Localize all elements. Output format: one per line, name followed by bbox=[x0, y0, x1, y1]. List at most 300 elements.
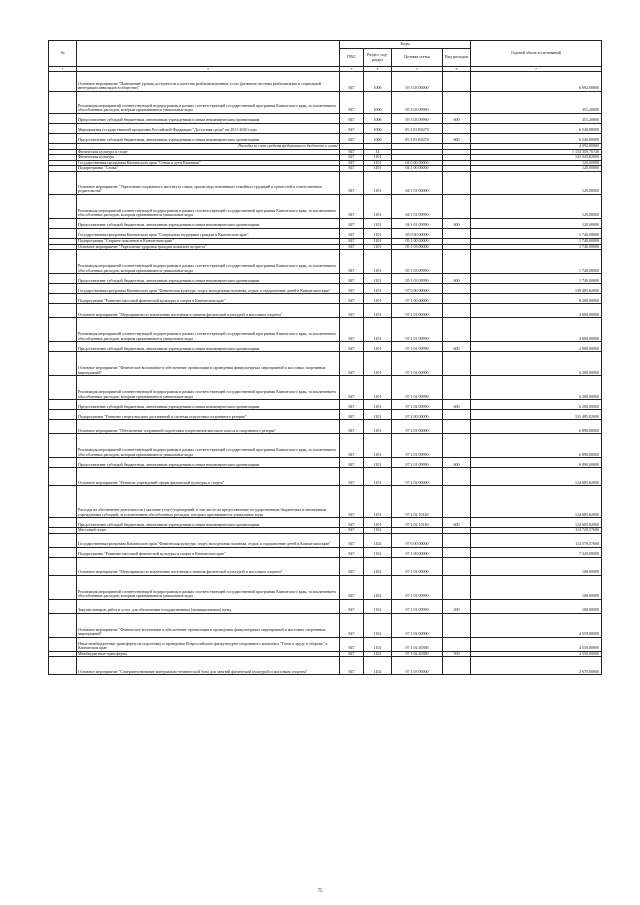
row-expense-type-cell bbox=[443, 124, 471, 134]
row-target-cell: 07 2 02 00000 bbox=[392, 468, 443, 486]
row-razdel-cell: 1101 bbox=[364, 218, 392, 228]
row-razdel-cell: 1101 bbox=[364, 284, 392, 294]
row-expense-type-cell: 200 bbox=[443, 599, 471, 613]
row-amount-cell: 4 550,00000 bbox=[471, 637, 602, 651]
row-razdel-cell: 1006 bbox=[364, 124, 392, 134]
table-row bbox=[49, 250, 602, 274]
row-name-cell: Основное мероприятие "Мероприятия по вовлечению населения в занятия физической культурой и массовым спортом" bbox=[77, 304, 340, 318]
row-name-cell: Мероприятия государственной программы Российской Федерации "Доступная среда" на 2011-2020 годы bbox=[77, 124, 340, 134]
row-amount-cell: 6 200,00000 bbox=[471, 400, 602, 410]
table-row bbox=[49, 547, 602, 557]
row-grbs-cell: 847 bbox=[340, 124, 364, 134]
row-number-cell bbox=[49, 124, 77, 134]
row-grbs-cell: 847 bbox=[340, 434, 364, 458]
table-row bbox=[49, 613, 602, 637]
row-number-cell bbox=[49, 468, 77, 486]
row-target-cell: 05 3 03 00000 bbox=[392, 72, 443, 92]
row-amount-cell: 7 320,00000 bbox=[471, 547, 602, 557]
row-number-cell bbox=[49, 294, 77, 304]
row-amount-cell: 100,00000 bbox=[471, 599, 602, 613]
row-expense-type-cell bbox=[443, 228, 471, 238]
row-grbs-cell: 847 bbox=[340, 342, 364, 352]
row-grbs-cell: 847 bbox=[340, 599, 364, 613]
row-amount-cell: 4 550,00000 bbox=[471, 613, 602, 637]
table-row bbox=[49, 420, 602, 434]
row-number-cell bbox=[49, 613, 77, 637]
row-expense-type-cell bbox=[443, 533, 471, 547]
row-expense-type-cell bbox=[443, 284, 471, 294]
row-expense-type-cell bbox=[443, 434, 471, 458]
row-target-cell: 04 1 01 09990 bbox=[392, 218, 443, 228]
row-name-cell: Закупка товаров, работ и услуг для обеспечения государственных (муниципальных) нужд bbox=[77, 599, 340, 613]
index-cell: 5 bbox=[392, 67, 443, 72]
row-expense-type-cell bbox=[443, 352, 471, 376]
row-razdel-cell: 1101 bbox=[364, 486, 392, 518]
page-number: 75 bbox=[317, 889, 323, 894]
row-amount-cell: 1 154 359,76746 bbox=[471, 149, 602, 155]
table-row bbox=[49, 533, 602, 547]
row-razdel-cell: 1102 bbox=[364, 657, 392, 675]
row-target-cell: 07 1 02 00000 bbox=[392, 613, 443, 637]
row-target-cell: 07 2 02 10140 bbox=[392, 518, 443, 528]
row-target-cell: 07 1 00 00000 bbox=[392, 294, 443, 304]
row-name-cell: Предоставление субсидий бюджетным, автономным учреждениям и иным некоммерческим организациям bbox=[77, 518, 340, 528]
row-target-cell: 07 2 02 10140 bbox=[392, 486, 443, 518]
row-name-cell: Предоставление субсидий бюджетным, автономным учреждениям и иным некоммерческим организациям bbox=[77, 218, 340, 228]
row-target-cell: 07 2 01 09990 bbox=[392, 458, 443, 468]
row-amount-cell: 139 485,82000 bbox=[471, 284, 602, 294]
row-amount-cell: 351,20000 bbox=[471, 114, 602, 124]
row-name-cell: Основное мероприятие "Мероприятия по вовлечению населения в занятия физической культурой и массовым спортом" bbox=[77, 557, 340, 575]
row-amount-cell: 8 200,00000 bbox=[471, 294, 602, 304]
row-grbs-cell: 847 bbox=[340, 250, 364, 274]
row-target-cell: 07 1 01 09990 bbox=[392, 575, 443, 599]
row-target-cell: 07 2 00 00000 bbox=[392, 410, 443, 420]
row-amount-cell: 1 740,00000 bbox=[471, 250, 602, 274]
row-name-cell: Основное мероприятие "Физическое воспитание и обеспечение организации и проведения физкультурных мероприятий и массовых спортивных мероприятий" bbox=[77, 352, 340, 376]
row-name-cell: Подпрограмма "Развитие массовой физической культуры и спорта в Камчатском крае" bbox=[77, 547, 340, 557]
header-name bbox=[77, 41, 340, 67]
row-grbs-cell: 847 bbox=[340, 547, 364, 557]
row-number-cell bbox=[49, 194, 77, 218]
row-grbs-cell: 847 bbox=[340, 486, 364, 518]
row-amount-cell: 6 890,00000 bbox=[471, 420, 602, 434]
table-row bbox=[49, 304, 602, 318]
row-name-cell: Государственная программа Камчатского края "Семья и дети Камчатки" bbox=[77, 160, 340, 166]
header-codes: Коды bbox=[340, 41, 471, 49]
row-expense-type-cell: 600 bbox=[443, 518, 471, 528]
row-amount-cell: 100,00000 bbox=[471, 575, 602, 599]
row-razdel-cell: 1101 bbox=[364, 274, 392, 284]
table-row bbox=[49, 352, 602, 376]
table-row bbox=[49, 92, 602, 114]
row-grbs-cell: 847 bbox=[340, 575, 364, 599]
row-number-cell bbox=[49, 228, 77, 238]
table-row bbox=[49, 518, 602, 528]
row-amount-cell: 120,00000 bbox=[471, 171, 602, 194]
row-name-cell: Предоставление субсидий бюджетным, автономным учреждениям и иным некоммерческим организациям bbox=[77, 342, 340, 352]
row-grbs-cell: 847 bbox=[340, 533, 364, 547]
row-amount-cell: 1 740,00000 bbox=[471, 244, 602, 250]
row-amount-cell: 1 740,00000 bbox=[471, 274, 602, 284]
row-name-cell: Подпрограмма "Старшее поколение в Камчатском крае" bbox=[77, 238, 340, 244]
row-number-cell bbox=[49, 72, 77, 92]
row-razdel-cell: 1101 bbox=[364, 518, 392, 528]
row-expense-type-cell bbox=[443, 294, 471, 304]
row-name-cell: Основное мероприятие "Развитие учреждений сферы физической культуры и спорта" bbox=[77, 468, 340, 486]
row-amount-cell: 6 200,00000 bbox=[471, 352, 602, 376]
row-amount-cell: 6 540,80000 bbox=[471, 134, 602, 144]
row-number-cell bbox=[49, 304, 77, 318]
row-target-cell: 05 1 03 09990 bbox=[392, 250, 443, 274]
row-amount-cell: 1 740,00000 bbox=[471, 228, 602, 238]
row-name-cell: Основное мероприятие "Обеспечение спортивной подготовки спортсменов высокого класса и спортивного резерва" bbox=[77, 420, 340, 434]
table-row bbox=[49, 486, 602, 518]
row-razdel-cell: 1102 bbox=[364, 557, 392, 575]
row-grbs-cell: 847 bbox=[340, 410, 364, 420]
row-amount-cell: 124 685,82000 bbox=[471, 486, 602, 518]
row-grbs-cell: 847 bbox=[340, 155, 364, 161]
row-number-cell bbox=[49, 400, 77, 410]
row-target-cell: 04 1 00 00000 bbox=[392, 166, 443, 172]
row-target-cell: 07 1 02 40380 bbox=[392, 651, 443, 657]
row-expense-type-cell: 600 bbox=[443, 218, 471, 228]
index-cell: 4 bbox=[364, 67, 392, 72]
row-target-cell: 07 1 00 00000 bbox=[392, 547, 443, 557]
row-amount-cell: 120,00000 bbox=[471, 194, 602, 218]
row-target-cell: 05 3 03 09990 bbox=[392, 92, 443, 114]
row-razdel-cell: 1101 bbox=[364, 160, 392, 166]
table-row bbox=[49, 400, 602, 410]
row-number-cell bbox=[49, 171, 77, 194]
row-target-cell: 07 1 01 09990 bbox=[392, 599, 443, 613]
row-target-cell: 04 1 01 00000 bbox=[392, 171, 443, 194]
row-name-cell: Иные межбюджетные трансферты на подготовку и проведение Всероссийского физкультурно-спортивного комплекса "Готов к труду и обороне" в Камчатском крае bbox=[77, 637, 340, 651]
row-target-cell: 07 1 01 09990 bbox=[392, 318, 443, 342]
row-amount-cell: 120,00000 bbox=[471, 218, 602, 228]
row-expense-type-cell bbox=[443, 486, 471, 518]
table-body bbox=[49, 72, 602, 675]
row-expense-type-cell: 500 bbox=[443, 651, 471, 657]
row-grbs-cell: 847 bbox=[340, 92, 364, 114]
row-razdel-cell: 1102 bbox=[364, 547, 392, 557]
row-target-cell: 07 0 00 00000 bbox=[392, 284, 443, 294]
table-row bbox=[49, 284, 602, 294]
row-number-cell bbox=[49, 575, 77, 599]
row-name-cell: Основное мероприятие "Укрепление здоровья граждан пожилого возраста" bbox=[77, 244, 340, 250]
row-name-cell: Расходы на обеспечение деятельности (оказание услуг) учреждений, в том числе на предоставление государственным бюджетным и автономным учреждениям субсидий, за исключением обособленных расходов, которым присваиваются уникальные коды bbox=[77, 486, 340, 518]
row-razdel-cell: 1101 bbox=[364, 376, 392, 400]
row-target-cell: 04 0 00 00000 bbox=[392, 160, 443, 166]
row-razdel-cell: 1006 bbox=[364, 92, 392, 114]
budget-table bbox=[48, 40, 602, 675]
row-amount-cell: 1 740,00000 bbox=[471, 238, 602, 244]
row-expense-type-cell bbox=[443, 304, 471, 318]
table-row bbox=[49, 575, 602, 599]
row-grbs-cell: 847 bbox=[340, 528, 364, 534]
row-razdel-cell: 1101 bbox=[364, 434, 392, 458]
row-target-cell: 07 2 01 09990 bbox=[392, 434, 443, 458]
row-expense-type-cell: 600 bbox=[443, 274, 471, 284]
row-number-cell bbox=[49, 420, 77, 434]
header-number: № bbox=[49, 41, 77, 67]
row-grbs-cell: 847 bbox=[340, 458, 364, 468]
row-razdel-cell: 1101 bbox=[364, 352, 392, 376]
row-target-cell: 07 1 01 00000 bbox=[392, 304, 443, 318]
table-row bbox=[49, 599, 602, 613]
row-amount-cell: 114 570,57600 bbox=[471, 533, 602, 547]
row-expense-type-cell bbox=[443, 657, 471, 675]
row-number-cell bbox=[49, 274, 77, 284]
row-amount-cell: 6 092,00000 bbox=[471, 72, 602, 92]
index-cell: 1 bbox=[49, 67, 77, 72]
row-razdel-cell: 1102 bbox=[364, 575, 392, 599]
row-razdel-cell: 1101 bbox=[364, 171, 392, 194]
row-name-cell: Реализация мероприятий соответствующей подпрограммы в рамках соответствующей государственной программы Камчатского края, за исключением обособленных расходов, которым присваиваются уникальные коды bbox=[77, 575, 340, 599]
row-grbs-cell: 847 bbox=[340, 637, 364, 651]
table-row bbox=[49, 218, 602, 228]
row-target-cell: 05 3 03 09990 bbox=[392, 114, 443, 124]
row-name-cell: Государственная программа Камчатского края "Социальная поддержка граждан в Камчатском крае" bbox=[77, 228, 340, 238]
row-grbs-cell: 847 bbox=[340, 194, 364, 218]
table-row bbox=[49, 318, 602, 342]
row-grbs-cell: 847 bbox=[340, 318, 364, 342]
row-target-cell: 07 1 01 00000 bbox=[392, 557, 443, 575]
row-razdel-cell: 1102 bbox=[364, 651, 392, 657]
row-amount-cell: 4 550,00000 bbox=[471, 651, 602, 657]
row-amount-cell: 120,00000 bbox=[471, 166, 602, 172]
row-name-cell: Физическая культура bbox=[77, 155, 340, 161]
table-row bbox=[49, 376, 602, 400]
row-amount-cell: 141 345,82000 bbox=[471, 155, 602, 161]
row-razdel-cell: 1101 bbox=[364, 244, 392, 250]
row-amount-cell: 6 200,00000 bbox=[471, 376, 602, 400]
table-row bbox=[49, 134, 602, 144]
row-grbs-cell: 847 bbox=[340, 160, 364, 166]
table-row bbox=[49, 657, 602, 675]
index-cell: 7 bbox=[471, 67, 602, 72]
row-number-cell bbox=[49, 284, 77, 294]
row-name-cell: Подпрограмма "Развитие массовой физической культуры и спорта в Камчатском крае" bbox=[77, 294, 340, 304]
row-expense-type-cell bbox=[443, 410, 471, 420]
row-number-cell bbox=[49, 134, 77, 144]
row-razdel-cell: 1101 bbox=[364, 400, 392, 410]
row-target-cell: 07 1 02 09990 bbox=[392, 400, 443, 410]
row-number-cell bbox=[49, 599, 77, 613]
table-row bbox=[49, 114, 602, 124]
row-expense-type-cell bbox=[443, 547, 471, 557]
table-row bbox=[49, 294, 602, 304]
row-razdel-cell: 1101 bbox=[364, 458, 392, 468]
row-expense-type-cell: 600 bbox=[443, 114, 471, 124]
row-expense-type-cell bbox=[443, 250, 471, 274]
row-grbs-cell: 847 bbox=[340, 228, 364, 238]
row-amount-cell: 120,00000 bbox=[471, 160, 602, 166]
header-target-article: Целевая статья bbox=[392, 49, 443, 67]
row-grbs-cell: 847 bbox=[340, 149, 364, 155]
row-grbs-cell: 847 bbox=[340, 166, 364, 172]
row-amount-cell: 351,20000 bbox=[471, 92, 602, 114]
table-row bbox=[49, 171, 602, 194]
row-name-cell: Физическая культура и спорт bbox=[77, 149, 340, 155]
row-number-cell bbox=[49, 547, 77, 557]
row-grbs-cell: 847 bbox=[340, 376, 364, 400]
table-row bbox=[49, 194, 602, 218]
row-amount-cell: 131 485,82000 bbox=[471, 410, 602, 420]
row-name-cell: Реализация мероприятий соответствующей подпрограммы в рамках соответствующей государственной программы Камчатского края, за исключением обособленных расходов, которым присваиваются уникальные коды bbox=[77, 376, 340, 400]
row-number-cell bbox=[49, 376, 77, 400]
table-row bbox=[49, 72, 602, 92]
row-expense-type-cell bbox=[443, 376, 471, 400]
row-grbs-cell: 847 bbox=[340, 420, 364, 434]
row-target-cell: 05 1 03 00000 bbox=[392, 244, 443, 250]
budget-page bbox=[48, 40, 601, 675]
row-target-cell: 07 1 01 09990 bbox=[392, 342, 443, 352]
row-target-cell: 07 0 00 00000 bbox=[392, 533, 443, 547]
row-grbs-cell: 847 bbox=[340, 294, 364, 304]
row-target-cell: 05 1 00 00000 bbox=[392, 238, 443, 244]
row-name-cell: Реализация мероприятий соответствующей подпрограммы в рамках соответствующей государственной программы Камчатского края, за исключением обособленных расходов, которым присваиваются уникальные коды bbox=[77, 318, 340, 342]
row-name-cell: Предоставление субсидий бюджетным, автономным учреждениям и иным некоммерческим организациям bbox=[77, 400, 340, 410]
table-row bbox=[49, 342, 602, 352]
row-grbs-cell: 847 bbox=[340, 400, 364, 410]
table-row bbox=[49, 434, 602, 458]
row-target-cell: 05 3 03 R0270 bbox=[392, 124, 443, 134]
row-grbs-cell: 847 bbox=[340, 352, 364, 376]
row-name-cell: Реализация мероприятий соответствующей подпрограммы в рамках соответствующей государственной программы Камчатского края, за исключением обособленных расходов, которым присваиваются уникальные коды bbox=[77, 250, 340, 274]
row-razdel-cell: 1006 bbox=[364, 134, 392, 144]
row-razdel-cell: 1101 bbox=[364, 318, 392, 342]
header-volume: Годовой объем ассигнований bbox=[471, 41, 602, 67]
row-target-cell: 05 0 00 00000 bbox=[392, 228, 443, 238]
row-number-cell bbox=[49, 557, 77, 575]
row-name-cell: Основное мероприятие "Физическое воспитание и обеспечение организации и проведения физкультурных мероприятий и массовых спортивных мероприятий" bbox=[77, 613, 340, 637]
row-number-cell bbox=[49, 637, 77, 651]
row-number-cell bbox=[49, 458, 77, 468]
row-name-cell: Массовый спорт bbox=[77, 528, 340, 534]
row-expense-type-cell: 600 bbox=[443, 342, 471, 352]
row-amount-cell: 6 540,80000 bbox=[471, 124, 602, 134]
row-grbs-cell: 847 bbox=[340, 557, 364, 575]
row-grbs-cell: 847 bbox=[340, 72, 364, 92]
row-razdel-cell: 1101 bbox=[364, 304, 392, 318]
row-name-cell: Расходы за счет средств федерального бюджета в сумме bbox=[77, 144, 340, 150]
row-expense-type-cell bbox=[443, 468, 471, 486]
row-expense-type-cell bbox=[443, 92, 471, 114]
row-razdel-cell: 1101 bbox=[364, 166, 392, 172]
row-amount-cell: 2 000,00000 bbox=[471, 318, 602, 342]
row-expense-type-cell bbox=[443, 72, 471, 92]
row-amount-cell: 114 720,57600 bbox=[471, 528, 602, 534]
row-razdel-cell: 1006 bbox=[364, 72, 392, 92]
row-name-cell: Предоставление субсидий бюджетным, автономным учреждениям и иным некоммерческим организациям bbox=[77, 134, 340, 144]
row-grbs-cell: 847 bbox=[340, 657, 364, 675]
index-cell: 3 bbox=[340, 67, 364, 72]
row-name-cell: Реализация мероприятий соответствующей подпрограммы в рамках соответствующей государственной программы Камчатского края, за исключением обособленных расходов, которым присваиваются уникальные коды bbox=[77, 92, 340, 114]
row-grbs-cell: 847 bbox=[340, 651, 364, 657]
row-grbs-cell: 847 bbox=[340, 304, 364, 318]
row-amount-cell: 6 890,00000 bbox=[471, 458, 602, 468]
row-number-cell bbox=[49, 486, 77, 518]
index-cell: 6 bbox=[443, 67, 471, 72]
row-grbs-cell: 847 bbox=[340, 613, 364, 637]
table-row bbox=[49, 557, 602, 575]
row-name-cell: Межбюджетные трансферты bbox=[77, 651, 340, 657]
table-row bbox=[49, 468, 602, 486]
row-grbs-cell: 847 bbox=[340, 134, 364, 144]
row-amount-cell: 100,00000 bbox=[471, 557, 602, 575]
row-grbs-cell: 847 bbox=[340, 518, 364, 528]
row-number-cell bbox=[49, 250, 77, 274]
table-row bbox=[49, 228, 602, 238]
row-expense-type-cell bbox=[443, 613, 471, 637]
row-grbs-cell: 847 bbox=[340, 171, 364, 194]
row-razdel-cell: 11 bbox=[364, 149, 392, 155]
row-razdel-cell: 1102 bbox=[364, 533, 392, 547]
row-razdel-cell: 1101 bbox=[364, 194, 392, 218]
row-name-cell: Подпрограмма "Развитие спорта высших достижений и системы подготовки спортивного резерва" bbox=[77, 410, 340, 420]
row-amount-cell: 2 000,00000 bbox=[471, 304, 602, 318]
row-expense-type-cell bbox=[443, 194, 471, 218]
row-name-cell: Предоставление субсидий бюджетным, автономным учреждениям и иным некоммерческим организациям bbox=[77, 274, 340, 284]
row-expense-type-cell: 600 bbox=[443, 400, 471, 410]
row-number-cell bbox=[49, 318, 77, 342]
row-target-cell: 05 3 03 R0270 bbox=[392, 134, 443, 144]
row-amount-cell: 2 000,00000 bbox=[471, 342, 602, 352]
table-row bbox=[49, 410, 602, 420]
row-grbs-cell: 847 bbox=[340, 218, 364, 228]
row-target-cell: 07 1 03 00000 bbox=[392, 657, 443, 675]
row-expense-type-cell: 600 bbox=[443, 458, 471, 468]
header-razdel: Раздел, под-раздел bbox=[364, 49, 392, 67]
row-target-cell: 05 1 03 09990 bbox=[392, 274, 443, 284]
row-razdel-cell: 1101 bbox=[364, 468, 392, 486]
row-grbs-cell: 847 bbox=[340, 284, 364, 294]
row-name-cell: Подпрограмма "Семья" bbox=[77, 166, 340, 172]
row-expense-type-cell bbox=[443, 637, 471, 651]
row-number-cell bbox=[49, 410, 77, 420]
row-razdel-cell: 1102 bbox=[364, 613, 392, 637]
row-number-cell bbox=[49, 352, 77, 376]
row-number-cell bbox=[49, 434, 77, 458]
row-razdel-cell: 1101 bbox=[364, 155, 392, 161]
header-expense-type: Вид расходов bbox=[443, 49, 471, 67]
header-grbs: ГРБС bbox=[340, 49, 364, 67]
row-razdel-cell: 1101 bbox=[364, 250, 392, 274]
row-expense-type-cell bbox=[443, 557, 471, 575]
table-row bbox=[49, 637, 602, 651]
index-cell: 2 bbox=[77, 67, 340, 72]
row-razdel-cell: 1102 bbox=[364, 599, 392, 613]
row-grbs-cell: 847 bbox=[340, 114, 364, 124]
table-row bbox=[49, 274, 602, 284]
row-number-cell bbox=[49, 533, 77, 547]
row-name-cell: Предоставление субсидий бюджетным, автономным учреждениям и иным некоммерческим организациям bbox=[77, 458, 340, 468]
row-number-cell bbox=[49, 342, 77, 352]
row-grbs-cell: 847 bbox=[340, 238, 364, 244]
row-razdel-cell: 1101 bbox=[364, 410, 392, 420]
row-expense-type-cell bbox=[443, 575, 471, 599]
row-name-cell: Предоставление субсидий бюджетным, автономным учреждениям и иным некоммерческим организациям bbox=[77, 114, 340, 124]
row-amount-cell: 4 092,00000 bbox=[471, 144, 602, 150]
row-amount-cell: 2 670,00000 bbox=[471, 657, 602, 675]
row-expense-type-cell bbox=[443, 420, 471, 434]
row-number-cell bbox=[49, 657, 77, 675]
row-expense-type-cell bbox=[443, 171, 471, 194]
row-razdel-cell: 1102 bbox=[364, 528, 392, 534]
row-grbs-cell: 847 bbox=[340, 468, 364, 486]
row-razdel-cell: 1102 bbox=[364, 637, 392, 651]
